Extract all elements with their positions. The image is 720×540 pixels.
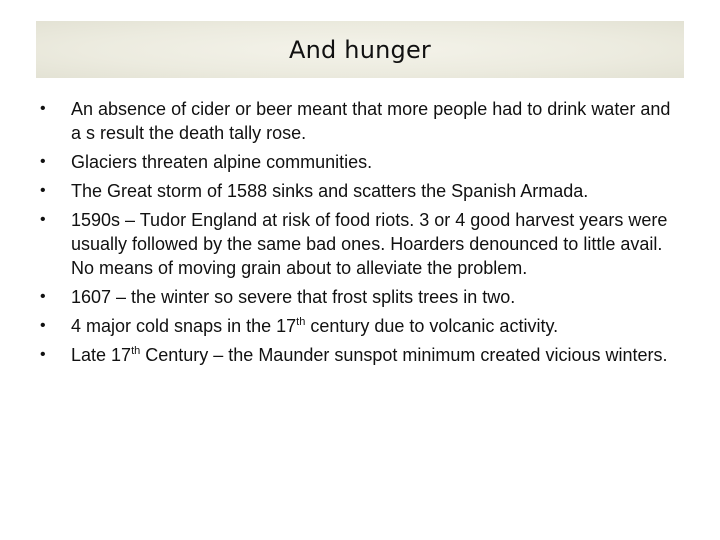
bullet-icon: • [40,100,46,117]
ordinal-suffix: th [131,345,141,357]
title-bar [36,21,684,78]
bullet-icon: • [40,317,46,334]
bullet-text: The Great storm of 1588 sinks and scatters the Spanish Armada. [71,181,589,201]
bullet-icon: • [40,182,46,199]
bullet-icon: • [40,346,46,363]
slide-title: And hunger [289,35,431,64]
list-item [40,285,680,309]
list-item [40,97,680,145]
bullet-list [40,97,680,372]
list-item [40,179,680,203]
bullet-text-post: Century – the Maunder sunspot minimum created vicious winters. [140,345,668,365]
list-item [40,343,680,367]
bullet-text [71,345,667,365]
bullet-text-pre: 4 major cold snaps in the 17 [71,316,297,336]
bullet-text: 1607 – the winter so severe that frost splits trees in two. [71,287,516,307]
list-item [40,208,680,280]
bullet-text: An absence of cider or beer meant that more people had to drink water and a s result the death tally rose. [71,99,671,143]
ordinal-suffix: th [296,316,306,328]
bullet-icon: • [40,288,46,305]
bullet-text: 1590s – Tudor England at risk of food riots. 3 or 4 good harvest years were usually followed by the same bad ones. Hoarders denounced to little avail. No means of moving grain about to alleviate the problem. [71,210,668,278]
bullet-text [71,316,558,336]
list-item [40,314,680,338]
bullet-icon: • [40,211,46,228]
bullet-text-pre: Late 17 [71,345,132,365]
bullet-icon: • [40,153,46,170]
bullet-text: Glaciers threaten alpine communities. [71,152,373,172]
bullet-text-post: century due to volcanic activity. [305,316,559,336]
list-item [40,150,680,174]
